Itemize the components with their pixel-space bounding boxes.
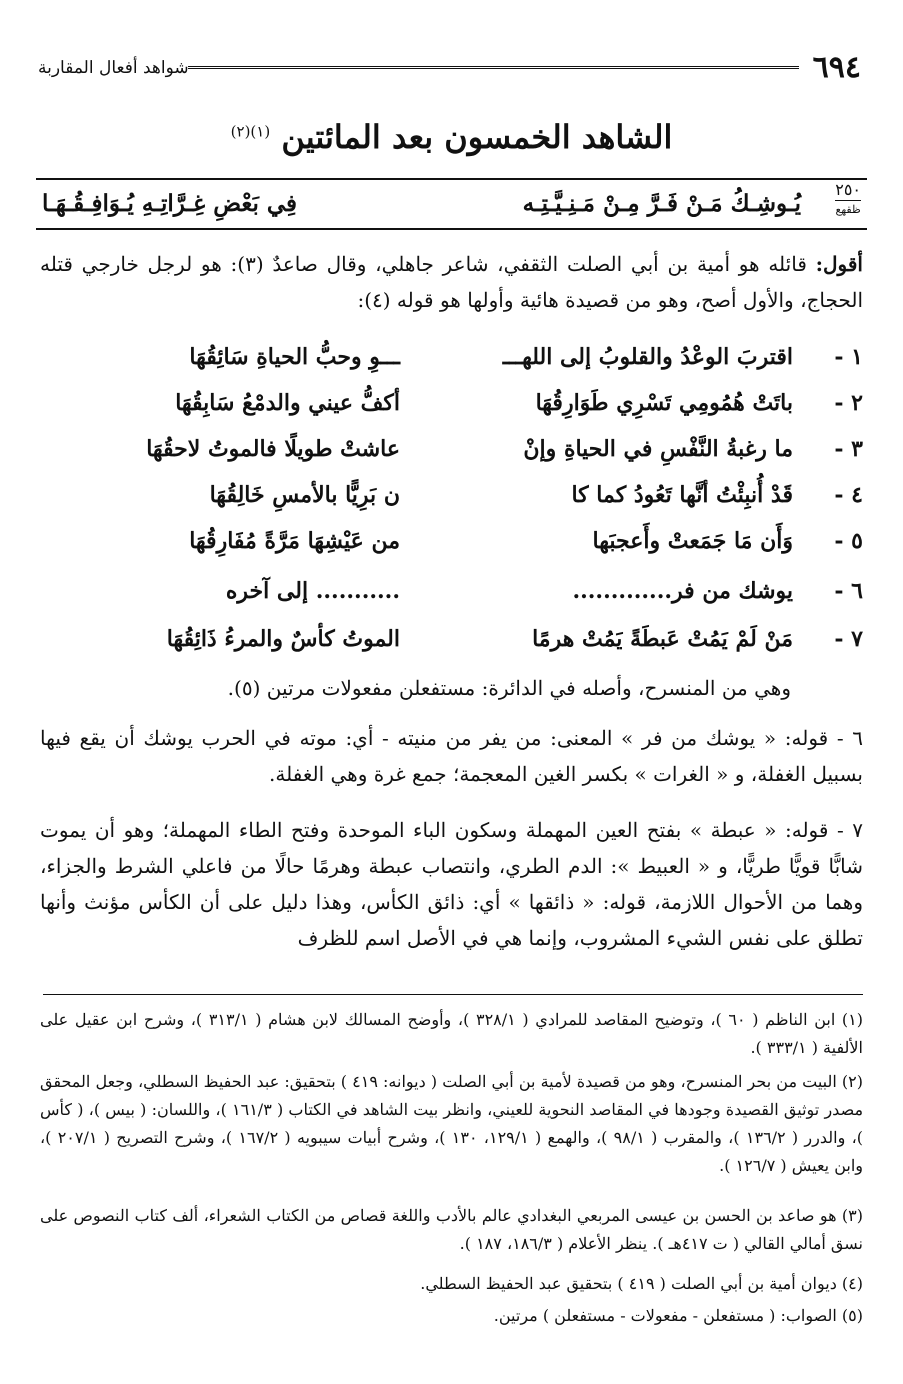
footnote: (٣) هو صاعد بن الحسن بن عيسى المربعي البغدادي عالم بالأدب واللغة قصاص من الكتاب الشعراء، ألف كتاب النصوص على نسق أمالي القالي ( ت ٤١٧هـ ). ينظر الأعلام ( ١٨٦/٣، ١٨٧ ). [40, 1206, 863, 1253]
poem-line [70, 340, 863, 380]
poem-line-number: ٤ - [834, 482, 863, 508]
head-verse-hemistich-2: فِي بَعْضِ غِـرَّاتِـهِ يُـوَافِـقُـهَـا [42, 190, 298, 217]
footnote: (٢) البيت من بحر المنسرح، وهو من قصيدة لأمية بن أبي الصلت ( ديوانه: ٤١٩ ) بتحقيق: عبد الحفيظ السطلي، وجعل المحقق مصدر توثيق القصيدة وجودها في المقاصد النحوية للعيني، وانظر بيت الشاهد في الكتاب ( ١٦١/٣ )، واللسان: ( بيس )، ( كأس )، والدرر ( ١٣٦/٢ )، والمقرب ( ٩٨/١ )، والهمع ( ١٢٩/١، ١٣٠ )، وشرح أبيات سيبويه ( ١٦٧/٢ )، وشرح التصريح ( ٢٠٧/١ )، وابن يعيش ( ١٢٦/٧ ). [40, 1072, 864, 1175]
meter-note: وهي من المنسرح، وأصله في الدائرة: مستفعلن مفعولات مرتين (٥). [227, 676, 791, 700]
page-header [38, 50, 861, 86]
poem-line-number: ٣ - [834, 436, 863, 462]
intro-text: قائله هو أمية بن أبي الصلت الثقفي، شاعر جاهلي، وقال صاعدٌ (٣): هو لرجل خارجي قتله الحجاج، والأول أصح، وهو من قصيدة هائية وأولها هو قوله (٤): [40, 252, 863, 312]
poem-line-number: ٦ - [834, 578, 863, 604]
footnote-rule [43, 994, 863, 995]
poem-first-hemistich: باتَتْ هُمُومِي تَسْرِي طَوَارِقُهَا [535, 390, 793, 416]
page-number: ٦٩٤ [812, 50, 861, 85]
poem-line [70, 478, 863, 518]
poem-first-hemistich: مَنْ لَمْ يَمُتْ عَبطَةً يَمُتْ هرمًا [532, 626, 793, 652]
section-title-text: الشاهد الخمسون بعد المائتين [281, 118, 673, 156]
commentary-paragraph: ٧ - قوله: « عبطة » بفتح العين المهملة وسكون الباء الموحدة وفتح الطاء المهملة؛ وهو أن يموت شابًّا قويًّا طريًّا، و « العبيط »: الدم الطري، وانتصاب عبطة وهرمًا حالًا من فاعلي الشرط والجزاء، وهما من الأحوال اللازمة، قوله: « ذائقها » أي: ذائق الكأس، وهذا دليل على أن الكأس مؤنث وأنها تطلق على نفس الشيء المشروب، وإنما هي في الأصل اسم للظرف [40, 818, 863, 950]
poem-line [70, 574, 863, 614]
verse-number-value: ٢٥٠ [835, 180, 861, 199]
title-footnote-marker: (١)(٢) [230, 122, 271, 141]
poem-line-number: ١ - [834, 344, 863, 370]
poem-second-hemistich: من عَيْشِهَا مَرَّةً مُفَارِقُهَا [189, 528, 400, 554]
poem-first-hemistich: قَدْ أُنبِئْتُ أنَّها تَعُودُ كما كا [571, 482, 793, 508]
commentary-paragraph: ٦ - قوله: « يوشك من فر » المعنى: من يفر من منيته - أي: موته في الحرب يوشك أن يقع فيها بسبيل الغفلة، و « الغرات » بكسر الغين المعجمة؛ جمع غرة وهي الغفلة. [40, 726, 863, 786]
poem-second-hemistich: ـــوِ وحبُّ الحياةِ سَائِقُهَا [189, 344, 400, 370]
poem-first-hemistich: اقتربَ الوعْدُ والقلوبُ إلى اللهـــ [502, 344, 793, 370]
intro-lead: أقول: [815, 252, 863, 276]
intro-paragraph [40, 246, 863, 318]
poem-line [70, 622, 863, 662]
poem-second-hemistich: عاشتْ طويلًا فالموتُ لاحقُهَا [146, 436, 400, 462]
poem-second-hemistich: ........... إلى آخره [225, 578, 400, 604]
section-title [0, 118, 903, 156]
verse-meter-code: ظقهع [835, 200, 861, 218]
running-title: شواهد أفعال المقاربة [38, 58, 189, 78]
poem-line [70, 432, 863, 472]
poem-first-hemistich: يوشك من فر............. [572, 578, 793, 604]
poem-line [70, 524, 863, 564]
footnote: (٥) الصواب: ( مستفعلن - مفعولات - مستفعلن ) مرتين. [493, 1306, 863, 1325]
head-verse [36, 178, 867, 230]
poem-line [70, 386, 863, 426]
head-verse-hemistich-1: يُـوشِـكُ مَـنْ فَـرَّ مِـنْ مَـنِـيَّـتِـه [522, 190, 801, 217]
poem-first-hemistich: وَأَن مَا جَمَعتْ وأَعجبَها [592, 528, 793, 554]
poem-second-hemistich: أكفُّ عيني والدمْعُ سَابِقُهَا [175, 390, 400, 416]
verse-number [835, 182, 861, 218]
poem-first-hemistich: ما رغبةُ النَّفْسِ في الحياةِ وإنْ [523, 436, 793, 462]
footnote: (١) ابن الناظم ( ٦٠ )، وتوضيح المقاصد للمرادي ( ٣٢٨/١ )، وأوضح المسالك لابن هشام ( ٣١٣/١ )، وشرح ابن عقيل على الألفية ( ٣٣٣/١ ). [40, 1010, 864, 1057]
poem-second-hemistich: ن بَرِيًّا بالأمسِ خَالِقُهَا [209, 482, 400, 508]
header-rule [188, 66, 799, 72]
poem-line-number: ٥ - [834, 528, 863, 554]
poem-second-hemistich: الموتُ كأسٌ والمرءُ ذَائِقُهَا [166, 626, 400, 652]
poem-line-number: ٢ - [834, 390, 863, 416]
footnote: (٤) ديوان أمية بن أبي الصلت ( ٤١٩ ) بتحقيق عبد الحفيظ السطلي. [420, 1274, 863, 1293]
poem-line-number: ٧ - [834, 626, 863, 652]
